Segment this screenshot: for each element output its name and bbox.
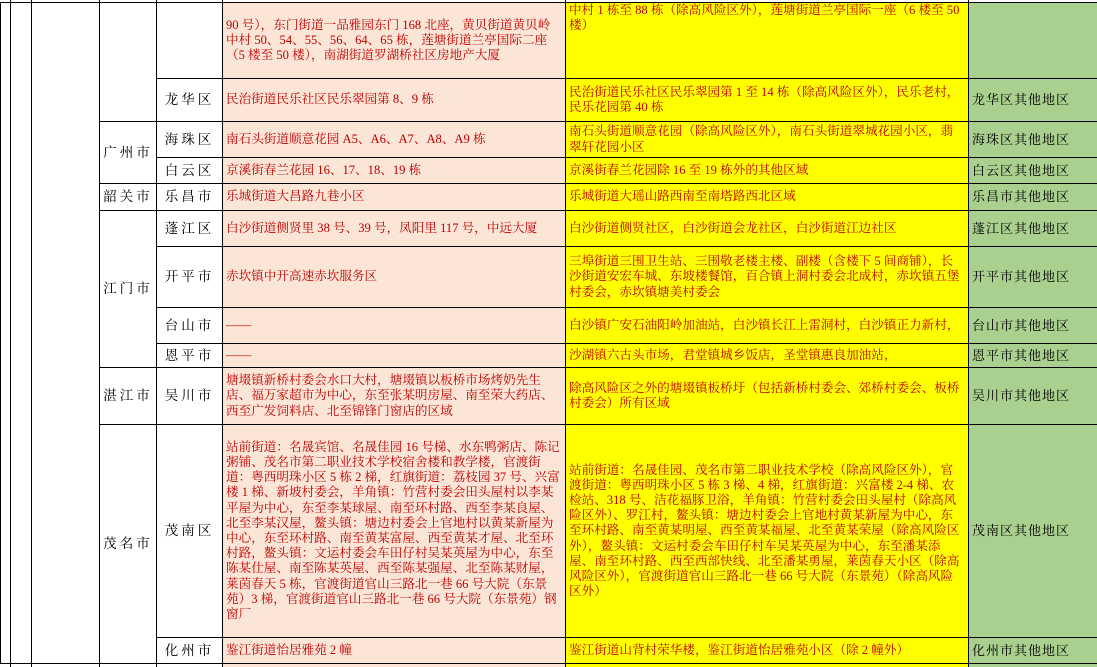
low-risk-cell: 民治街道民乐社区民乐翠园第 1 至 14 栋（除高风险区外），民乐老村，民乐花园第 40 栋 xyxy=(566,79,969,122)
mid-risk-cell: 民治街道民乐社区民乐翠园第 8、9 栋 xyxy=(223,79,566,122)
low-risk-cell: 南石头街道顺意花园（除高风险区外），南石头街道翠城花园小区，翡翠轩花园小区 xyxy=(566,122,969,158)
low-risk-cell: 中村 1 栋至 88 栋（除高风险区外），莲塘街道兰亭国际一座（6 楼至 50 楼） xyxy=(566,3,969,79)
other-area-cell xyxy=(969,3,1097,79)
district-cell: 白云区 xyxy=(157,158,223,184)
other-area-cell: 吴川市其他地区 xyxy=(969,368,1097,425)
other-area-cell: 龙华区其他地区 xyxy=(969,79,1097,122)
table-row xyxy=(1,425,1097,638)
other-area-cell: 恩平市其他地区 xyxy=(969,344,1097,368)
mid-risk-cell: —— xyxy=(223,308,566,344)
district-cell: 吴川市 xyxy=(157,368,223,425)
district-cell: 蓬江区 xyxy=(157,211,223,247)
left-margin-cell-1 xyxy=(1,3,11,664)
table-row xyxy=(1,122,1097,158)
mid-risk-cell: 南石头街道顺意花园 A5、A6、A7、A8、A9 栋 xyxy=(223,122,566,158)
other-area-cell: 白云区其他地区 xyxy=(969,158,1097,184)
risk-area-table xyxy=(0,2,1097,664)
city-cell: 湛江市 xyxy=(100,368,157,425)
district-cell: 开平市 xyxy=(157,247,223,308)
table-row xyxy=(1,368,1097,425)
mid-risk-cell: 90 号），东门街道一品雅园东门 168 北座，黄贝街道黄贝岭中村 50、54、55、56、64、65 栋，莲塘街道兰亭国际二座（5 楼至 50 楼），南湖街道罗湖桥社区房地产大厦 xyxy=(223,3,566,79)
low-risk-cell: 沙湖镇六古头市场，君堂镇城乡饭店，圣堂镇惠良加油站， xyxy=(566,344,969,368)
left-margin-cell-2 xyxy=(11,3,32,664)
city-cell: 江门市 xyxy=(100,211,157,368)
district-cell: 恩平市 xyxy=(157,344,223,368)
table-row xyxy=(1,79,1097,122)
low-risk-cell: 乐城街道大瑶山路西南至南塔路西北区域 xyxy=(566,184,969,211)
low-risk-cell: 京溪街春兰花园除 16 至 19 栋外的其他区域 xyxy=(566,158,969,184)
table-row xyxy=(1,638,1097,664)
other-area-cell: 台山市其他地区 xyxy=(969,308,1097,344)
other-area-cell: 蓬江区其他地区 xyxy=(969,211,1097,247)
mid-risk-cell: 白沙街道侧贤里 38 号、39 号，凤阳里 117 号，中远大厦 xyxy=(223,211,566,247)
city-cell: 广州市 xyxy=(100,122,157,184)
low-risk-cell: 三埠街道三围卫生站、三围敬老楼主楼、副楼（含楼下 5 间商铺），长沙街道安宏车城、东坡楼餐馆，百合镇上洞村委会北成村，赤坎镇五堡村委会，赤坎镇塘美村委会 xyxy=(566,247,969,308)
table-row xyxy=(1,211,1097,247)
low-risk-cell: 鉴江街道山背村荣华楼，鉴江街道怡居雅苑小区（除 2 幢外） xyxy=(566,638,969,664)
mid-risk-cell: 鉴江街道怡居雅苑 2 幢 xyxy=(223,638,566,664)
other-area-cell: 茂南区其他地区 xyxy=(969,425,1097,638)
district-cell: 海珠区 xyxy=(157,122,223,158)
table-row xyxy=(1,158,1097,184)
district-cell: 龙华区 xyxy=(157,79,223,122)
left-margin-cell-3 xyxy=(32,3,100,664)
table-row xyxy=(1,308,1097,344)
district-cell xyxy=(157,3,223,79)
other-area-cell: 乐昌市其他地区 xyxy=(969,184,1097,211)
low-risk-cell: 站前街道：名晟佳园、茂名市第二职业技术学校（除高风险区外），官渡街道：粤西明珠小区 5 栋 3 梯、4 梯，红旗街道：兴富楼 2-4 梯、农检站、318 号、洁花福豚卫浴，羊角镇：竹营村委会田头屋村（除高风险区外）、罗江村，鳌头镇：塘边村委会上官地村黄某新屋为中心，东至环村路、南至黄某明屋、西至黄某福屋、北至黄某荣屋（除高风险区外），鳌头镇：文运村委会车田仔村车吴某英屋为中心，东至潘某添屋、南至环村路、西至西部快线、北至潘某勇屋，莱茵春天小区（除高风险区外），官渡街道官山三路北一巷 66 号大院（东景苑）（除高风险区外） xyxy=(566,425,969,638)
district-cell: 乐昌市 xyxy=(157,184,223,211)
mid-risk-cell: 塘㙍镇新桥村委会水口大村，塘㙍镇以板桥市场烤奶先生店、福万家超市为中心，东至张某明房屋、南至荣大药店、西至广发饲料店、北至锦锋门窗店的区域 xyxy=(223,368,566,425)
table-row xyxy=(1,344,1097,368)
low-risk-cell: 白沙镇广安石油阳岭加油站，白沙镇长江上雷洞村，白沙镇正力新村， xyxy=(566,308,969,344)
mid-risk-cell: —— xyxy=(223,344,566,368)
table-row xyxy=(1,247,1097,308)
mid-risk-cell: 京溪街春兰花园 16、17、18、19 栋 xyxy=(223,158,566,184)
city-cell: 茂名市 xyxy=(100,425,157,664)
mid-risk-cell: 赤坎镇中开高速赤坎服务区 xyxy=(223,247,566,308)
other-area-cell: 开平市其他地区 xyxy=(969,247,1097,308)
low-risk-cell: 白沙街道侧贤社区，白沙街道会龙社区，白沙街道江边社区 xyxy=(566,211,969,247)
table-row xyxy=(1,3,1097,79)
city-cell xyxy=(100,3,157,122)
district-cell: 台山市 xyxy=(157,308,223,344)
other-area-cell: 化州市其他地区 xyxy=(969,638,1097,664)
district-cell: 茂南区 xyxy=(157,425,223,638)
district-cell: 化州市 xyxy=(157,638,223,664)
other-area-cell: 海珠区其他地区 xyxy=(969,122,1097,158)
mid-risk-cell: 乐城街道大昌路九巷小区 xyxy=(223,184,566,211)
city-cell: 韶关市 xyxy=(100,184,157,211)
mid-risk-cell: 站前街道：名晟宾馆、名晟佳园 16 号梯、水东鸭粥店、陈记粥铺、茂名市第二职业技术学校宿舍楼和教学楼，官渡街道：粤西明珠小区 5 栋 2 梯，红旗街道：荔枝园 37 号、兴富楼 1 梯、新坡村委会，羊角镇：竹营村委会田头屋村以李某平屋为中心，东至李某球屋、南至环村路、西至李某良屋、北至李某汉屋，鳌头镇：塘边村委会上官地村以黄某新屋为中心，东至环村路、南至黄某富屋、西至黄某才屋、北至环村路，鳌头镇：文运村委会车田仔村吴某英屋为中心，东至陈某仕屋、南至陈某英屋、西至陈某强屋、北至陈某财屋，莱茵春天 5 栋，官渡街道官山三路北一巷 66 号大院（东景苑）3 梯，官渡街道官山三路北一巷 66 号大院（东景苑）钢窗厂 xyxy=(223,425,566,638)
table-row xyxy=(1,184,1097,211)
low-risk-cell: 除高风险区之外的塘㙍镇板桥圩（包括新桥村委会、郊桥村委会、板桥村委会）所有区域 xyxy=(566,368,969,425)
